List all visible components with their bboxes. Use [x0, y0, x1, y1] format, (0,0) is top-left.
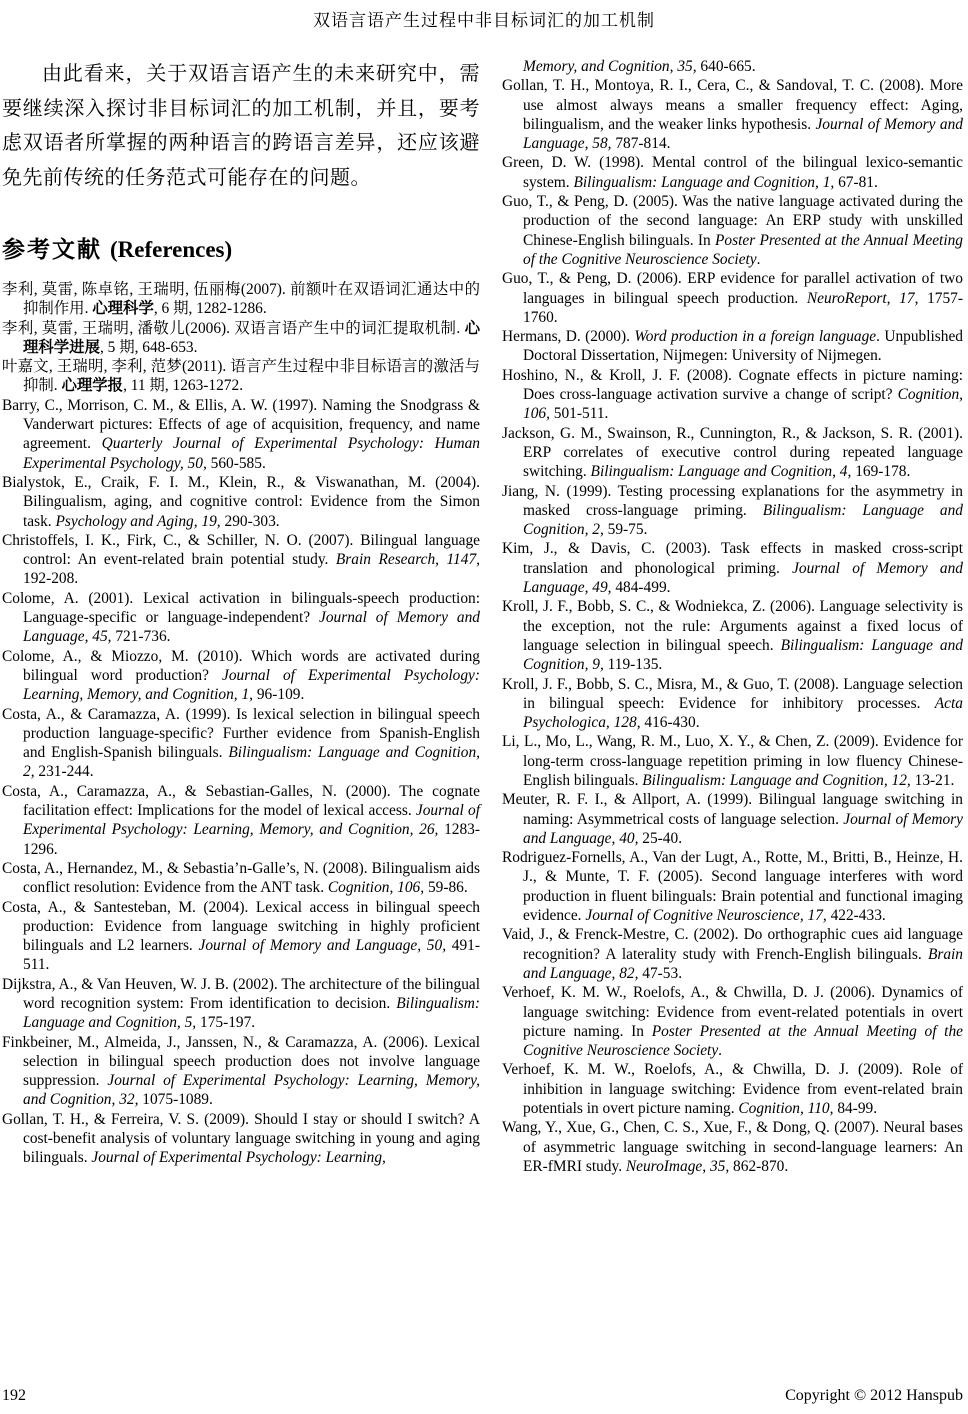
reference-item: Gollan, T. H., & Ferreira, V. S. (2009). Should I stay or should I switch? A cost-benefit analysis of voluntary language switching in young and aging bilinguals. Journal of Experimental Psychology: Learning, [2, 1110, 480, 1167]
reference-item: Gollan, T. H., Montoya, R. I., Cera, C., & Sandoval, T. C. (2008). More use almost always means a smaller frequency effect: Aging, bilingualism, and the weaker links hypothesis. Journal of Memory and Language, 58, 787-814. [502, 77, 963, 153]
reference-item: Hermans, D. (2000). Word production in a foreign language. Unpublished Doctoral Dissertation, Nijmegen: University of Nijmegen. [502, 328, 964, 365]
copyright-notice: Copyright © 2012 Hanspub [785, 1387, 963, 1404]
reference-item: Costa, A., Caramazza, A., & Sebastian-Galles, N. (2000). The cognate facilitation effect: Implications for the model of lexical access. Journal of Experimental Psychology: Learning, Memory, and Cognition, 26, 1283-1296. [2, 782, 480, 858]
reference-item: Guo, T., & Peng, D. (2005). Was the native language activated during the production of the second language: An ERP study with unskilled Chinese-English bilinguals. In Poster Presented at the Annual Meeting of the Cognitive Neuroscience Society. [502, 193, 963, 268]
reference-item: Jackson, G. M., Swainson, R., Cunnington, R., & Jackson, S. R. (2001). ERP correlates of executive control during repeated language switching. Bilingualism: Language and Cognition, 4, 169-178. [502, 424, 963, 481]
reference-item: Barry, C., Morrison, C. M., & Ellis, A. W. (1997). Naming the Snodgrass & Vanderwart pictures: Effects of age of acquisition, frequency, and name agreement. Quarterly Journal of Experimental Psychology: Human Experimental Psychology, 50, 560-585. [2, 396, 480, 472]
references-heading-zh: 参考文献 [2, 236, 102, 262]
reference-item: 叶嘉文, 王瑞明, 李利, 范梦(2011). 语言产生过程中非目标语言的激活与抑制. 心理学报, 11 期, 1263-1272. [2, 358, 480, 395]
reference-item-continuation: Memory, and Cognition, 35, 640-665. [523, 58, 756, 75]
reference-item: Li, L., Mo, L., Wang, R. M., Luo, X. Y., & Chen, Z. (2009). Evidence for long-term cross-language repetition priming in low fluency Chinese-English bilinguals. Bilingualism: Language and Cognition, 12, 13-21. [502, 733, 963, 789]
references-heading-en: (References) [110, 237, 233, 262]
reference-item: Rodriguez-Fornells, A., Van der Lugt, A., Rotte, M., Britti, B., Heinze, H. J., & Munte, T. F. (2005). Second language interferes with word production in fluent bilinguals: Brain potential and functional imaging evidence. Journal of Cognitive Neuroscience, 17, 422-433. [502, 849, 963, 925]
reference-item: Finkbeiner, M., Almeida, J., Janssen, N., & Caramazza, A. (2006). Lexical selection in bilingual speech production does not involve language suppression. Journal of Experimental Psychology: Learning, Memory, and Cognition, 32, 1075-1089. [2, 1033, 480, 1109]
reference-item: Kroll, J. F., Bobb, S. C., & Wodniekca, Z. (2006). Language selectivity is the exception, not the rule: Arguments against a fixed locus of language selection in bilingual speech. Bilingualism: Language and Cognition, 9, 119-135. [502, 598, 964, 674]
reference-item: Jiang, N. (1999). Testing processing explanations for the asymmetry in masked cross-language priming. Bilingualism: Language and Cognition, 2, 59-75. [502, 482, 964, 539]
reference-item: Bialystok, E., Craik, F. I. M., Klein, R., & Viswanathan, M. (2004). Bilingualism, aging, and cognitive control: Evidence from the Simon task. Psychology and Aging, 19, 290-303. [2, 473, 480, 530]
reference-item: Costa, A., & Santesteban, M. (2004). Lexical access in bilingual speech production: Evidence from language switching in highly proficient bilinguals and L2 learners. Journal of Memory and Language, 50, 491-511. [2, 898, 481, 974]
page-body [2, 57, 963, 1176]
running-header-title: 双语言语产生过程中非目标词汇的加工机制 [313, 11, 655, 30]
reference-item: Green, D. W. (1998). Mental control of the bilingual lexico-semantic system. Bilingualism: Language and Cognition, 1, 67-81. [502, 154, 963, 191]
reference-item: Kroll, J. F., Bobb, S. C., Misra, M., & Guo, T. (2008). Language selection in bilingual speech: Evidence for inhibitory processes. Acta Psychologica, 128, 416-430. [502, 675, 963, 732]
reference-item: 李利, 莫雷, 陈卓铭, 王瑞明, 伍丽梅(2007). 前额叶在双语词汇通达中的抑制作用. 心理科学, 6 期, 1282-1286. [2, 281, 480, 318]
reference-item: Vaid, J., & Frenck-Mestre, C. (2002). Do orthographic cues aid language recognition? A laterality study with French-English bilinguals. Brain and Language, 82, 47-53. [502, 926, 963, 982]
reference-item: 李利, 莫雷, 王瑞明, 潘敬儿(2006). 双语言语产生中的词汇提取机制. 心理科学进展, 5 期, 648-653. [2, 319, 480, 356]
right-column [502, 57, 963, 1176]
reference-list-left [2, 280, 480, 1168]
reference-item: Kim, J., & Davis, C. (2003). Task effects in masked cross-script translation and phonological priming. Journal of Memory and Language, 49, 484-499. [502, 540, 963, 597]
reference-list-right [502, 57, 963, 1176]
reference-item: Costa, A., Hernandez, M., & Sebastia’n-Galle’s, N. (2008). Bilingualism aids conflict resolution: Evidence from the ANT task. Cognition, 106, 59-86. [2, 859, 480, 897]
reference-item: Colome, A., & Miozzo, M. (2010). Which words are activated during bilingual word production? Journal of Experimental Psychology: Learning, Memory, and Cognition, 1, 96-109. [2, 647, 480, 704]
reference-item: Guo, T., & Peng, D. (2006). ERP evidence for parallel activation of two languages in bilingual speech production. NeuroReport, 17, 1757-1760. [502, 270, 963, 326]
left-column [2, 57, 480, 1176]
reference-item: Verhoef, K. M. W., Roelofs, A., & Chwilla, D. J. (2009). Role of inhibition in language switching: Evidence from event-related brain potentials in overt picture naming. Cognition, 110, 84-99. [502, 1061, 963, 1118]
page-footer [2, 1387, 963, 1405]
intro-paragraph: 由此看来，关于双语言语产生的未来研究中，需要继续深入探讨非目标词汇的加工机制，并且，要考虑双语者所掌握的两种语言的跨语言差异，还应该避免先前传统的任务范式可能存在的问题。 [2, 63, 480, 189]
reference-item: Verhoef, K. M. W., Roelofs, A., & Chwilla, D. J. (2006). Dynamics of language switching: Evidence from event-related potentials in overt picture naming. In Poster Presented at the Annual Meeting of the Cognitive Neuroscience Society. [502, 984, 963, 1060]
reference-item: Hoshino, N., & Kroll, J. F. (2008). Cognate effects in picture naming: Does cross-language activation survive a change of script? Cognition, 106, 501-511. [502, 366, 963, 423]
reference-item: Christoffels, I. K., Firk, C., & Schiller, N. O. (2007). Bilingual language control: An event-related brain potential study. Brain Research, 1147, 192-208. [2, 531, 480, 588]
page-number: 192 [2, 1387, 26, 1404]
reference-item: Colome, A. (2001). Lexical activation in bilinguals-speech production: Language-specific or language-independent? Journal of Memory and Language, 45, 721-736. [2, 589, 481, 646]
references-heading [2, 231, 480, 264]
reference-item: Costa, A., & Caramazza, A. (1999). Is lexical selection in bilingual speech production language-specific? Further evidence from Spanish-English and English-Spanish bilinguals. Bilingualism: Language and Cognition, 2, 231-244. [2, 705, 480, 781]
reference-item: Dijkstra, A., & Van Heuven, W. J. B. (2002). The architecture of the bilingual word recognition system: From identification to decision. Bilingualism: Language and Cognition, 5, 175-197. [2, 975, 480, 1032]
reference-item: Wang, Y., Xue, G., Chen, C. S., Xue, F., & Dong, Q. (2007). Neural bases of asymmetric language switching in second-language learners: An ER-fMRI study. NeuroImage, 35, 862-870. [502, 1119, 963, 1175]
reference-item: Meuter, R. F. I., & Allport, A. (1999). Bilingual language switching in naming: Asymmetrical costs of language selection. Journal of Memory and Language, 40, 25-40. [502, 791, 963, 847]
